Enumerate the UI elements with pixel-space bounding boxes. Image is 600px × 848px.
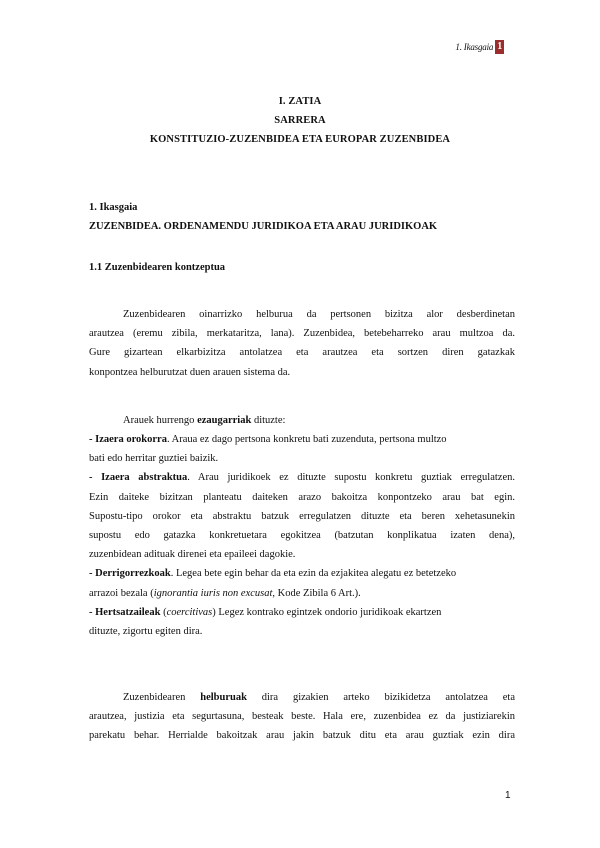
text-line: supostu edo gatazka konkretuetara egokitzea (batzutan konplikatua izaten dena), — [89, 530, 515, 542]
part-title: KONSTITUZIO-ZUZENBIDEA ETA EUROPAR ZUZENBIDEA — [149, 134, 451, 145]
part-label: I. ZATIA — [278, 96, 322, 107]
italic-term: coercitivas — [166, 606, 213, 618]
text-line: konpontzea helburutzat duen arauen sistema da. — [89, 366, 291, 378]
running-title: 1. Ikasgaia — [455, 42, 494, 52]
text-line: Supostu-tipo orokor eta abstraktu batzuk erregulatzen dituzte eta beren xehetasunekin — [89, 510, 515, 522]
chapter-badge: 1 — [497, 41, 502, 52]
text-line: dituzte, zigortu egiten dira. — [89, 626, 203, 638]
text-run: Zuzenbidearen — [123, 692, 201, 703]
part-heading — [0, 92, 600, 149]
bold-term: helburuak — [200, 692, 247, 703]
feature-term: - Izaera abstraktua — [89, 472, 188, 484]
paragraph-features-intro — [89, 411, 515, 430]
bold-term: ezaugarriak — [197, 415, 252, 426]
text-line — [89, 411, 515, 430]
paragraph-definition — [89, 305, 515, 382]
features-list — [89, 430, 515, 641]
text-run: dira gizakien arteko bizikidetza antolatzea eta — [246, 692, 515, 703]
text-line: arautzea (eremu zibila, merkataritza, lana). Zuzenbidea, betebeharreko arau multzoa da. — [89, 328, 515, 340]
text-line: Gure gizartean elkarbizitza antolatzea eta arautzea eta sortzen diren gatazkak — [89, 347, 515, 359]
text-line: Ezin daiteke bizitzan planteatu daiteken arazo bakoitza konpontzeko arau bat egin. — [89, 491, 515, 503]
part-subtitle: SARRERA — [274, 115, 326, 126]
text-line — [89, 688, 515, 707]
paragraph-purposes — [89, 688, 515, 746]
text-run: . Araua ez dago pertsona konkretu bati zuzenduta, pertsona multzo — [166, 434, 447, 445]
text-run: Arauek hurrengo — [123, 415, 198, 426]
text-run: , Kode Zibila 6 Art.). — [272, 587, 361, 599]
text-line: arautzea, justizia eta segurtasuna, besteak beste. Hala ere, zuzenbidea ez da justiziarekin — [89, 711, 515, 723]
text-line: bati edo herritar guztiei baizik. — [89, 453, 219, 465]
text-run: . Legea bete egin behar da eta ezin da ezjakitea alegatu ez betetzeko — [170, 568, 457, 580]
lesson-title: ZUZENBIDEA. ORDENAMENDU JURIDIKOA ETA ARAU JURIDIKOAK — [89, 221, 438, 232]
feature-term: - Izaera orokorra — [89, 434, 167, 445]
lesson-number: 1. Ikasgaia — [89, 202, 138, 213]
text-line — [89, 584, 515, 603]
text-run: ) Legez kontrako egintzek ondorio juridikoak ekartzen — [212, 606, 442, 618]
text-run: arrazoi bezala ( — [89, 587, 154, 599]
text-line: parekatu behar. Herrialde bakoitzak arau jakin batzuk ditu eta arau guztiak ezin dira — [89, 730, 515, 742]
feature-item-coercive — [89, 603, 515, 622]
lesson-heading — [89, 198, 437, 236]
page-number: 1 — [505, 790, 511, 801]
feature-item-abstract — [89, 468, 515, 487]
text-line: Zuzenbidearen oinarrizko helburua da pertsonen bizitza alor desberdinetan — [123, 309, 515, 320]
section-title: 1.1 Zuzenbidearen kontzeptua — [89, 262, 226, 273]
feature-term: - Hertsatzaileak — [89, 606, 161, 618]
feature-item-general — [89, 430, 515, 449]
running-header — [455, 40, 504, 54]
text-run: . Arau juridikoek ez dituzte supostu konkretu guztiak erregulatzen. — [187, 472, 515, 484]
feature-item-mandatory — [89, 564, 515, 583]
feature-term: - Derrigorrezkoak — [89, 568, 171, 580]
latin-maxim: ignorantia iuris non excusat — [153, 587, 273, 599]
text-run: ( — [160, 606, 167, 618]
text-run: dituzte: — [251, 415, 286, 426]
text-line: zuzenbidean adituak direnei eta epaileei dagokie. — [89, 549, 296, 561]
